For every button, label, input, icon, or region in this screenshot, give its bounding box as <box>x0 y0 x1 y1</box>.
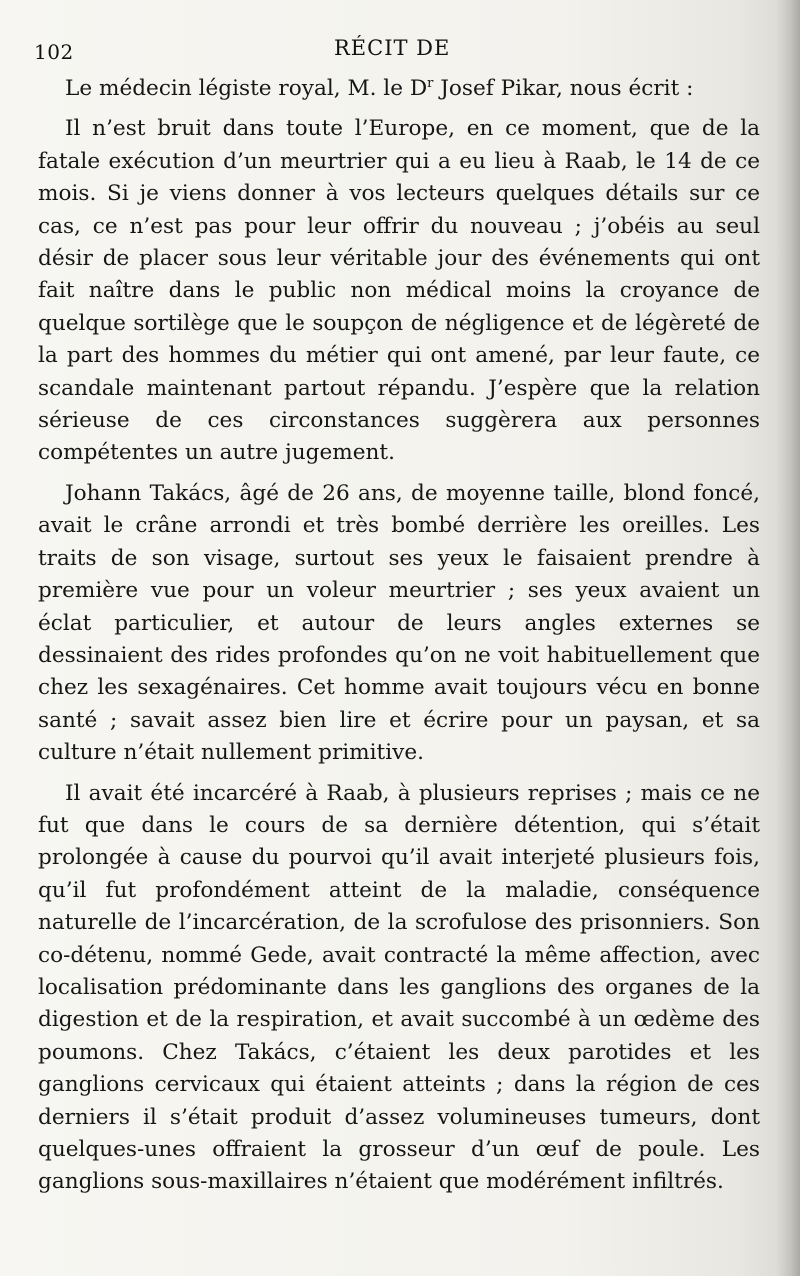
body-text <box>38 73 760 1207</box>
doctor-abbrev-superscript: r <box>427 75 434 91</box>
running-head: RÉCIT DE <box>334 36 451 60</box>
paragraph-intro <box>38 73 760 105</box>
paragraph: Il n’est bruit dans toute l’Europe, en ce moment, que de la fatale exécution d’un meurtrier qui a eu lieu à Raab, le 14 de ce mois. Si je viens donner à vos lecteurs quelques détails sur ce cas, ce n’est pas pour leur offrir du nouveau ; j’obéis au seul désir de placer sous leur véritable jour des événements qui ont fait naître dans le public non médical moins la croyance de quelque sortilège que le soupçon de négligence et de légèreté de la part des hommes du métier qui ont amené, par leur faute, ce scandale maintenant partout répandu. J’espère que la relation sérieuse de ces circonstances suggèrera aux personnes compétentes un autre jugement. <box>38 116 760 466</box>
paragraph: Il avait été incarcéré à Raab, à plusieurs reprises ; mais ce ne fut que dans le cours de sa dernière détention, qui s’était prolongée à cause du pourvoi qu’il avait interjeté plusieurs fois, qu’il fut profondément atteint de la maladie, conséquence naturelle de l’incarcération, de la scrofulose des prisonniers. Son co-détenu, nommé Gede, avait contracté la même affection, avec localisation prédominante dans les ganglions des organes de la digestion et de la respiration, et avait succombé à un œdème des poumons. Chez Takács, c’étaient les deux parotides et les ganglions cervicaux qui étaient atteints ; dans la région de ces derniers il s’était produit d’assez volumineuses tumeurs, dont quelques-unes offraient la grosseur d’un œuf de poule. Les ganglions sous-maxillaires n’étaient que modérément infiltrés. <box>38 780 760 1195</box>
paragraph-intro-text: Le médecin légiste royal, M. le D <box>65 76 428 101</box>
paragraph: Johann Takács, âgé de 26 ans, de moyenne taille, blond foncé, avait le crâne arrondi et très bombé derrière les oreilles. Les traits de son visage, surtout ses yeux le faisaient prendre à première vue pour un voleur meurtrier ; ses yeux avaient un éclat particulier, et autour de leurs angles externes se dessinaient des rides profondes qu’on ne voit habituellement que chez les sexagénaires. Cet homme avait toujours vécu en bonne santé ; savait assez bien lire et écrire pour un paysan, et sa culture n’était nullement primitive. <box>38 480 760 766</box>
paragraph-intro-text-end: Josef Pikar, nous écrit : <box>433 76 694 101</box>
spine-shadow <box>776 0 800 1276</box>
page-number: 102 <box>34 40 74 64</box>
page-header <box>34 30 754 62</box>
